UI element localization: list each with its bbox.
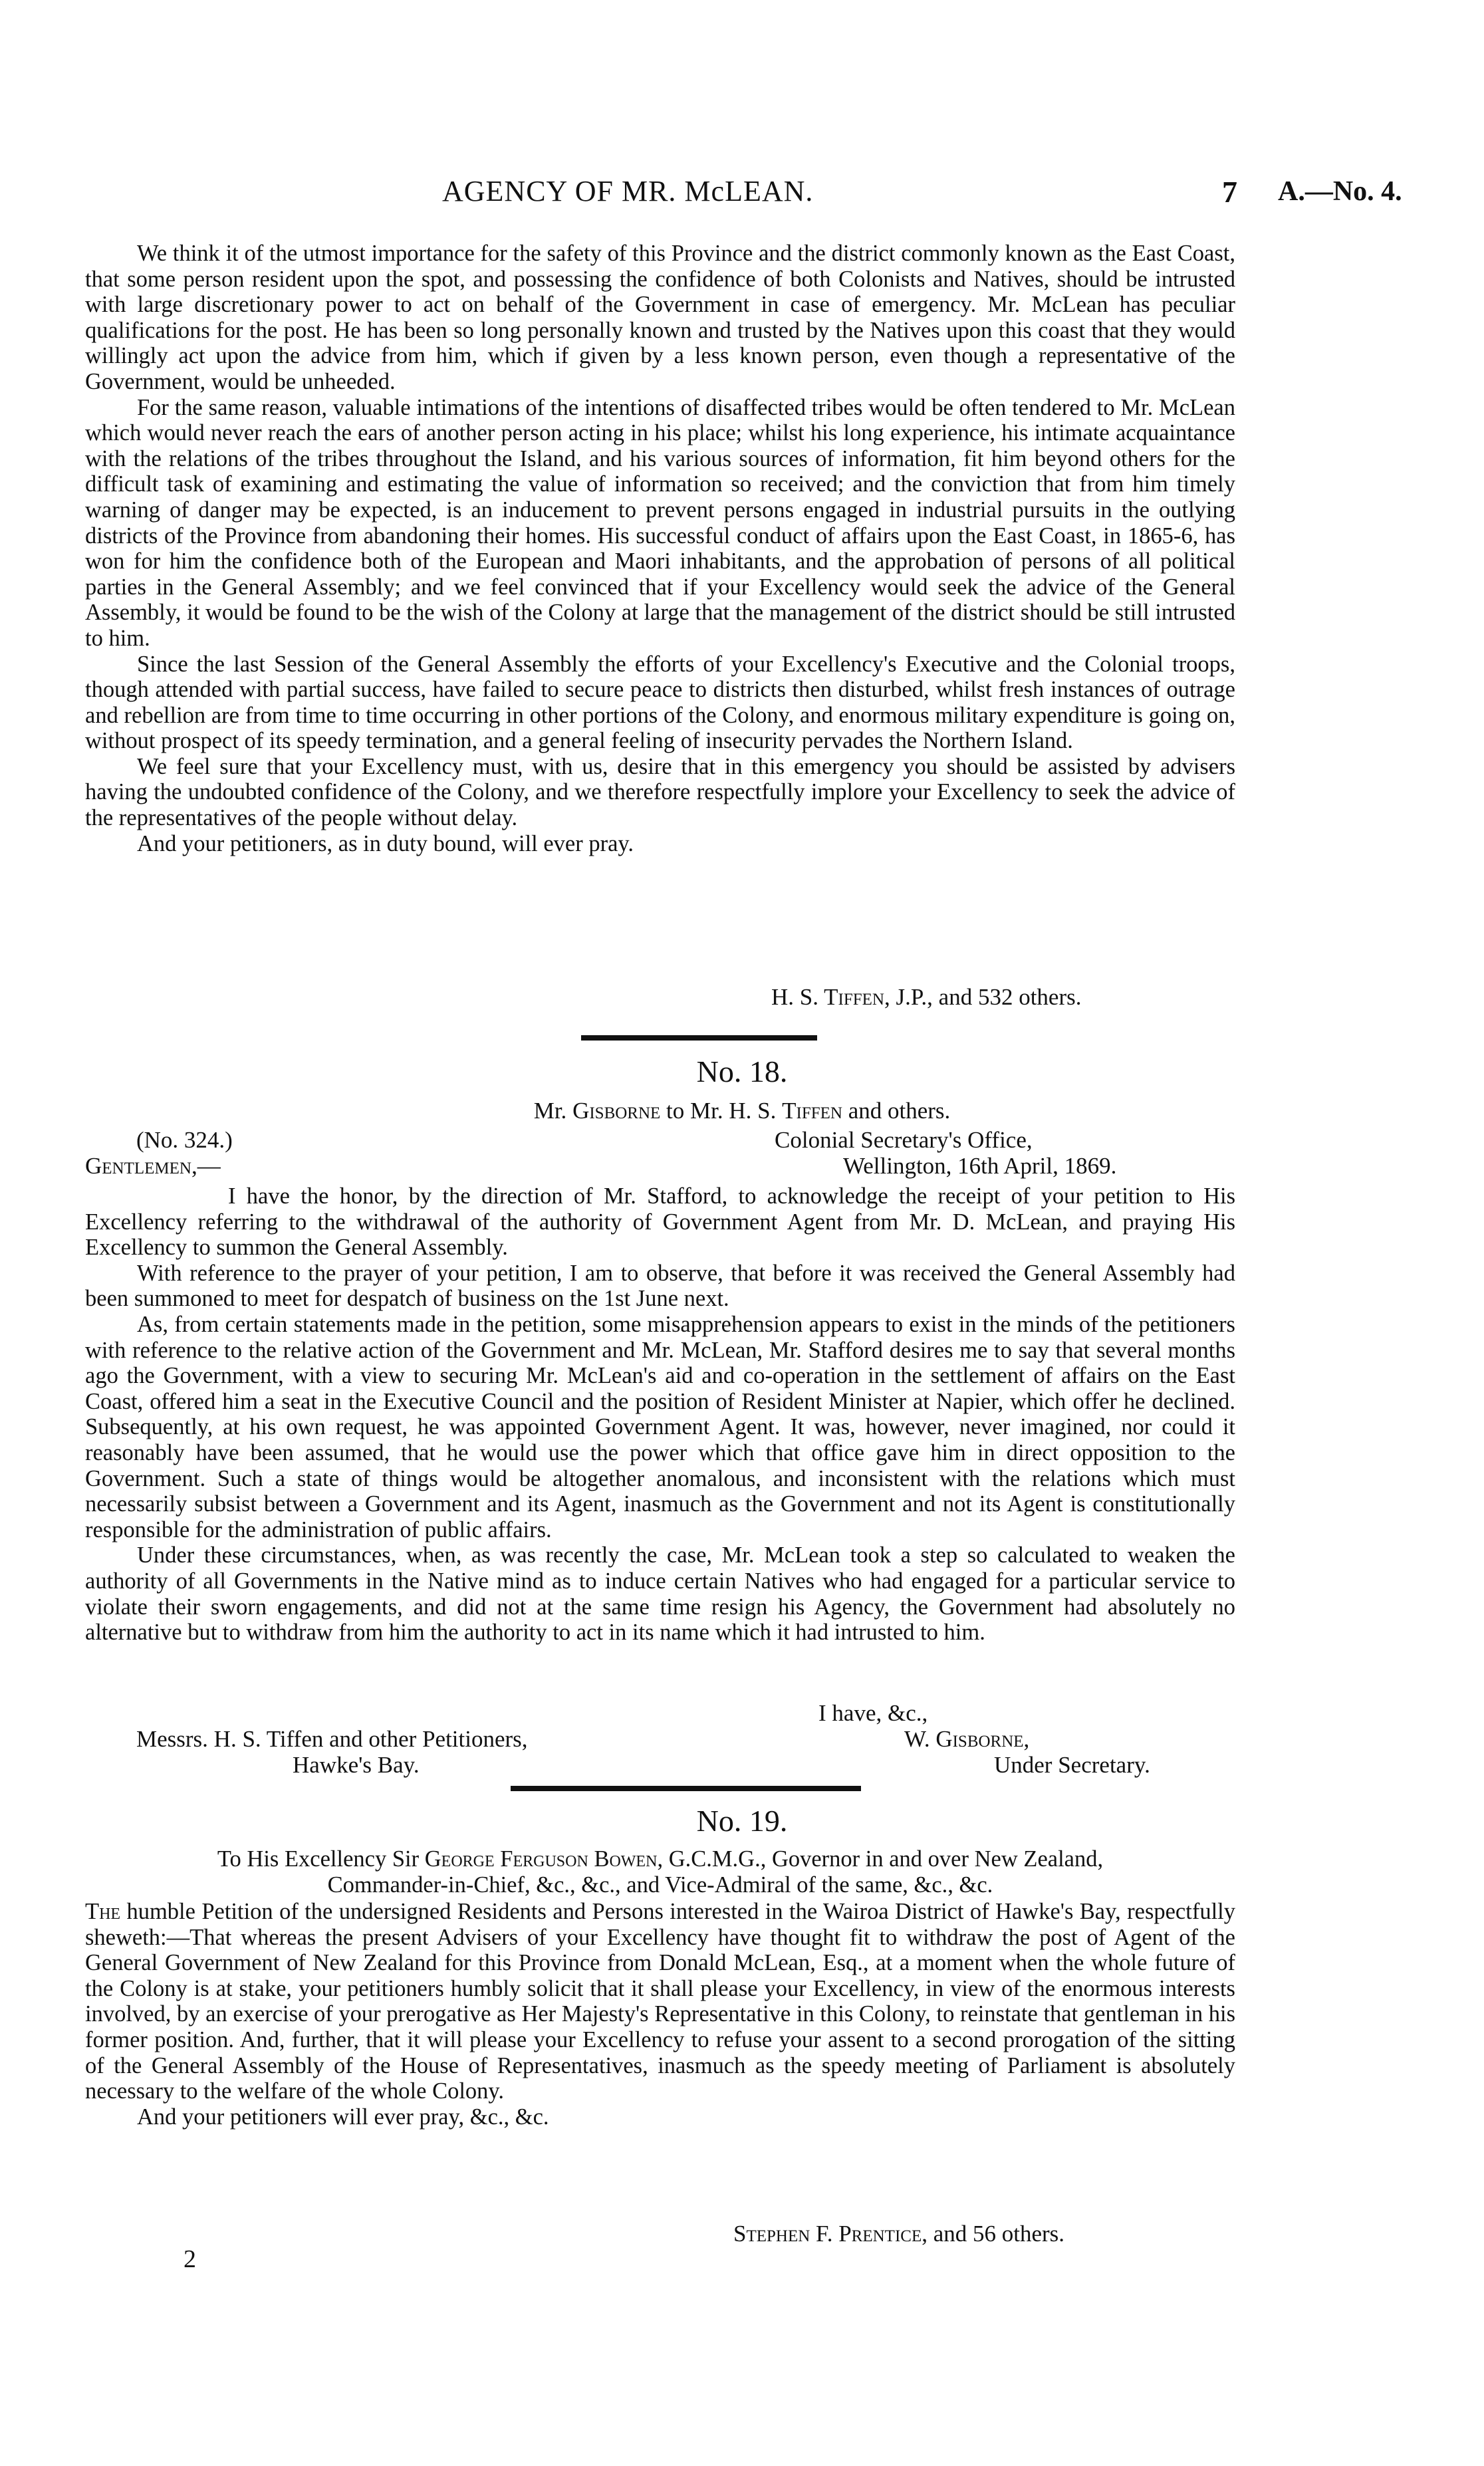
running-title: AGENCY OF MR. McLEAN. bbox=[442, 175, 814, 207]
letter-addressee: Messrs. H. S. Tiffen and other Petitioners, bbox=[136, 1726, 528, 1752]
petition-continued bbox=[85, 241, 1235, 856]
letter-body bbox=[85, 1183, 1235, 1646]
body-paragraph: For the same reason, valuable intimations of the intentions of disaffected tribes would be often tendered to Mr. McLean which would never reach the ears of another person acting in his place; whilst his long experience, his intimate acquaintance with the relations of the tribes throughout the Island, and his various sources of information, fit him beyond others for the difficult task of examining and estimating the value of information so received; and the conviction that from him timely warning of danger may be expected, is an inducement to prevent persons engaged in industrial pursuits in the outlying districts of the Province from abandoning their homes. His successful conduct of affairs upon the East Coast, in 1865-6, has won for him the confidence both of the European and Maori inhabitants, and the approbation of persons of all political parties in the General Assembly; and we feel convinced that if your Excellency would seek the advice of the General Assembly, it would be found to be the wish of the Colony at large that the management of the district should be still intrusted to him. bbox=[85, 394, 1235, 651]
letter-closing: I have, &c., bbox=[818, 1700, 928, 1726]
letter-heading: Mr. Gisborne to Mr. H. S. Tiffen and others. bbox=[533, 1098, 951, 1124]
body-paragraph: And your petitioners, as in duty bound, will ever pray. bbox=[137, 830, 634, 856]
petition-closing: And your petitioners will ever pray, &c., &c. bbox=[137, 2104, 549, 2130]
petition-signature: H. S. Tiffen, J.P., and 532 others. bbox=[771, 984, 1082, 1010]
letter-addressee-place: Hawke's Bay. bbox=[293, 1752, 420, 1778]
body-paragraph: Under these circumstances, when, as was recently the case, Mr. McLean took a step so calculated to weaken the authority of all Governments in the Native mind as to induce certain Natives who had engaged for a particular service to violate their sworn engagements, and did not at the same time resign his Agency, the Government had absolutely no alternative but to withdraw from him the authority to act in its name which it had intrusted to him. bbox=[85, 1542, 1235, 1646]
section-number: No. 18. bbox=[696, 1054, 788, 1088]
petition-signature: Stephen F. Prentice, and 56 others. bbox=[733, 2221, 1065, 2247]
letter-salutation: Gentlemen,— bbox=[85, 1153, 221, 1179]
body-paragraph: With reference to the prayer of your petition, I am to observe, that before it was received the General Assembly had been summoned to meet for despatch of business on the 1st June next. bbox=[85, 1260, 1235, 1312]
letter-reference: (No. 324.) bbox=[136, 1127, 233, 1153]
signature-mark: 2 bbox=[184, 2245, 196, 2273]
letter-signer: W. Gisborne, bbox=[904, 1726, 1030, 1752]
body-paragraph: As, from certain statements made in the petition, some misapprehension appears to exist in the minds of the petitioners with reference to the relative action of the Government and Mr. McLean, Mr. Stafford desires me to say that several months ago the Government, with a view to securing Mr. McLean's aid and co-operation in the settlement of affairs on the East Coast, offered him a seat in the Executive Council and the position of Resident Minister at Napier, which offer he declined. Subsequently, at his own request, he was appointed Government Agent. It was, however, never imagined, nor could it reasonably have been assumed, that he would use the power which that office gave him in direct opposition to the Government. Such a state of things would be altogether anomalous, and inconsistent with the relations which must necessarily subsist between a Government and its Agent, inasmuch as the Government and not its Agent is constitutionally responsible for the administration of public affairs. bbox=[85, 1311, 1235, 1542]
page-header bbox=[0, 174, 1484, 221]
petition-address: To His Excellency Sir George Ferguson Bowen, G.C.M.G., Governor in and over New Zealand, Commander-in-Chief, &c., &c., and Vice-Admiral of the same, &c., &c. bbox=[217, 1846, 1104, 1898]
body-paragraph: I have the honor, by the direction of Mr. Stafford, to acknowledge the receipt of your petition to His Excellency referring to the withdrawal of the authority of Government Agent from Mr. D. McLean, and praying His Excellency to summon the General Assembly. bbox=[85, 1183, 1235, 1261]
body-paragraph: Since the last Session of the General Assembly the efforts of your Excellency's Executive and the Colonial troops, though attended with partial success, have failed to secure peace to districts then disturbed, whilst fresh instances of outrage and rebellion are from time to time occurring in other portions of the Colony, and enormous military expenditure is going on, without prospect of its speedy termination, and a general feeling of insecurity pervades the Northern Island. bbox=[85, 651, 1235, 754]
letter-signer-title: Under Secretary. bbox=[994, 1752, 1150, 1778]
page-number: 7 bbox=[1222, 175, 1237, 209]
letter-office: Colonial Secretary's Office, bbox=[775, 1127, 1033, 1153]
body-paragraph: We feel sure that your Excellency must, with us, desire that in this emergency you should be assisted by advisers having the undoubted confidence of the Colony, and we therefore respectfully implore your Excellency to seek the advice of the representatives of the people without delay. bbox=[85, 753, 1235, 831]
paper-reference: A.—No. 4. bbox=[1278, 176, 1402, 207]
letter-place-date: Wellington, 16th April, 1869. bbox=[843, 1153, 1117, 1179]
petition-body bbox=[85, 1899, 1235, 2130]
body-paragraph: We think it of the utmost importance for the safety of this Province and the district commonly known as the East Coast, that some person resident upon the spot, and possessing the confidence of both Colonists and Natives, should be intrusted with large discretionary power to act on behalf of the Government in case of emergency. Mr. McLean has peculiar qualifications for the post. He has been so long personally known and trusted by the Natives upon this coast that they would willingly act upon the advice from him, which if given by a less known person, even though a representative of the Government, would be unheeded. bbox=[85, 241, 1235, 394]
body-paragraph: The humble Petition of the undersigned Residents and Persons interested in the Wairoa District of Hawke's Bay, respectfully sheweth:—That whereas the present Advisers of your Excellency have thought fit to withdraw the post of Agent of the General Government of New Zealand for this Province from Donald McLean, Esq., at a moment when the whole future of the Colony is at stake, your petitioners humbly solicit that it shall please your Excellency, in view of the enormous interests involved, by an exercise of your prerogative as Her Majesty's Representative in this Colony, to reinstate that gentleman in his former position. And, further, that it will please your Excellency to refuse your assent to a second prorogation of the sitting of the General Assembly of the House of Representatives, inasmuch as the speedy meeting of Parliament is absolutely necessary to the welfare of the whole Colony. bbox=[85, 1899, 1235, 2104]
section-divider bbox=[581, 1035, 817, 1041]
section-divider bbox=[511, 1786, 861, 1791]
section-number: No. 19. bbox=[696, 1804, 788, 1838]
